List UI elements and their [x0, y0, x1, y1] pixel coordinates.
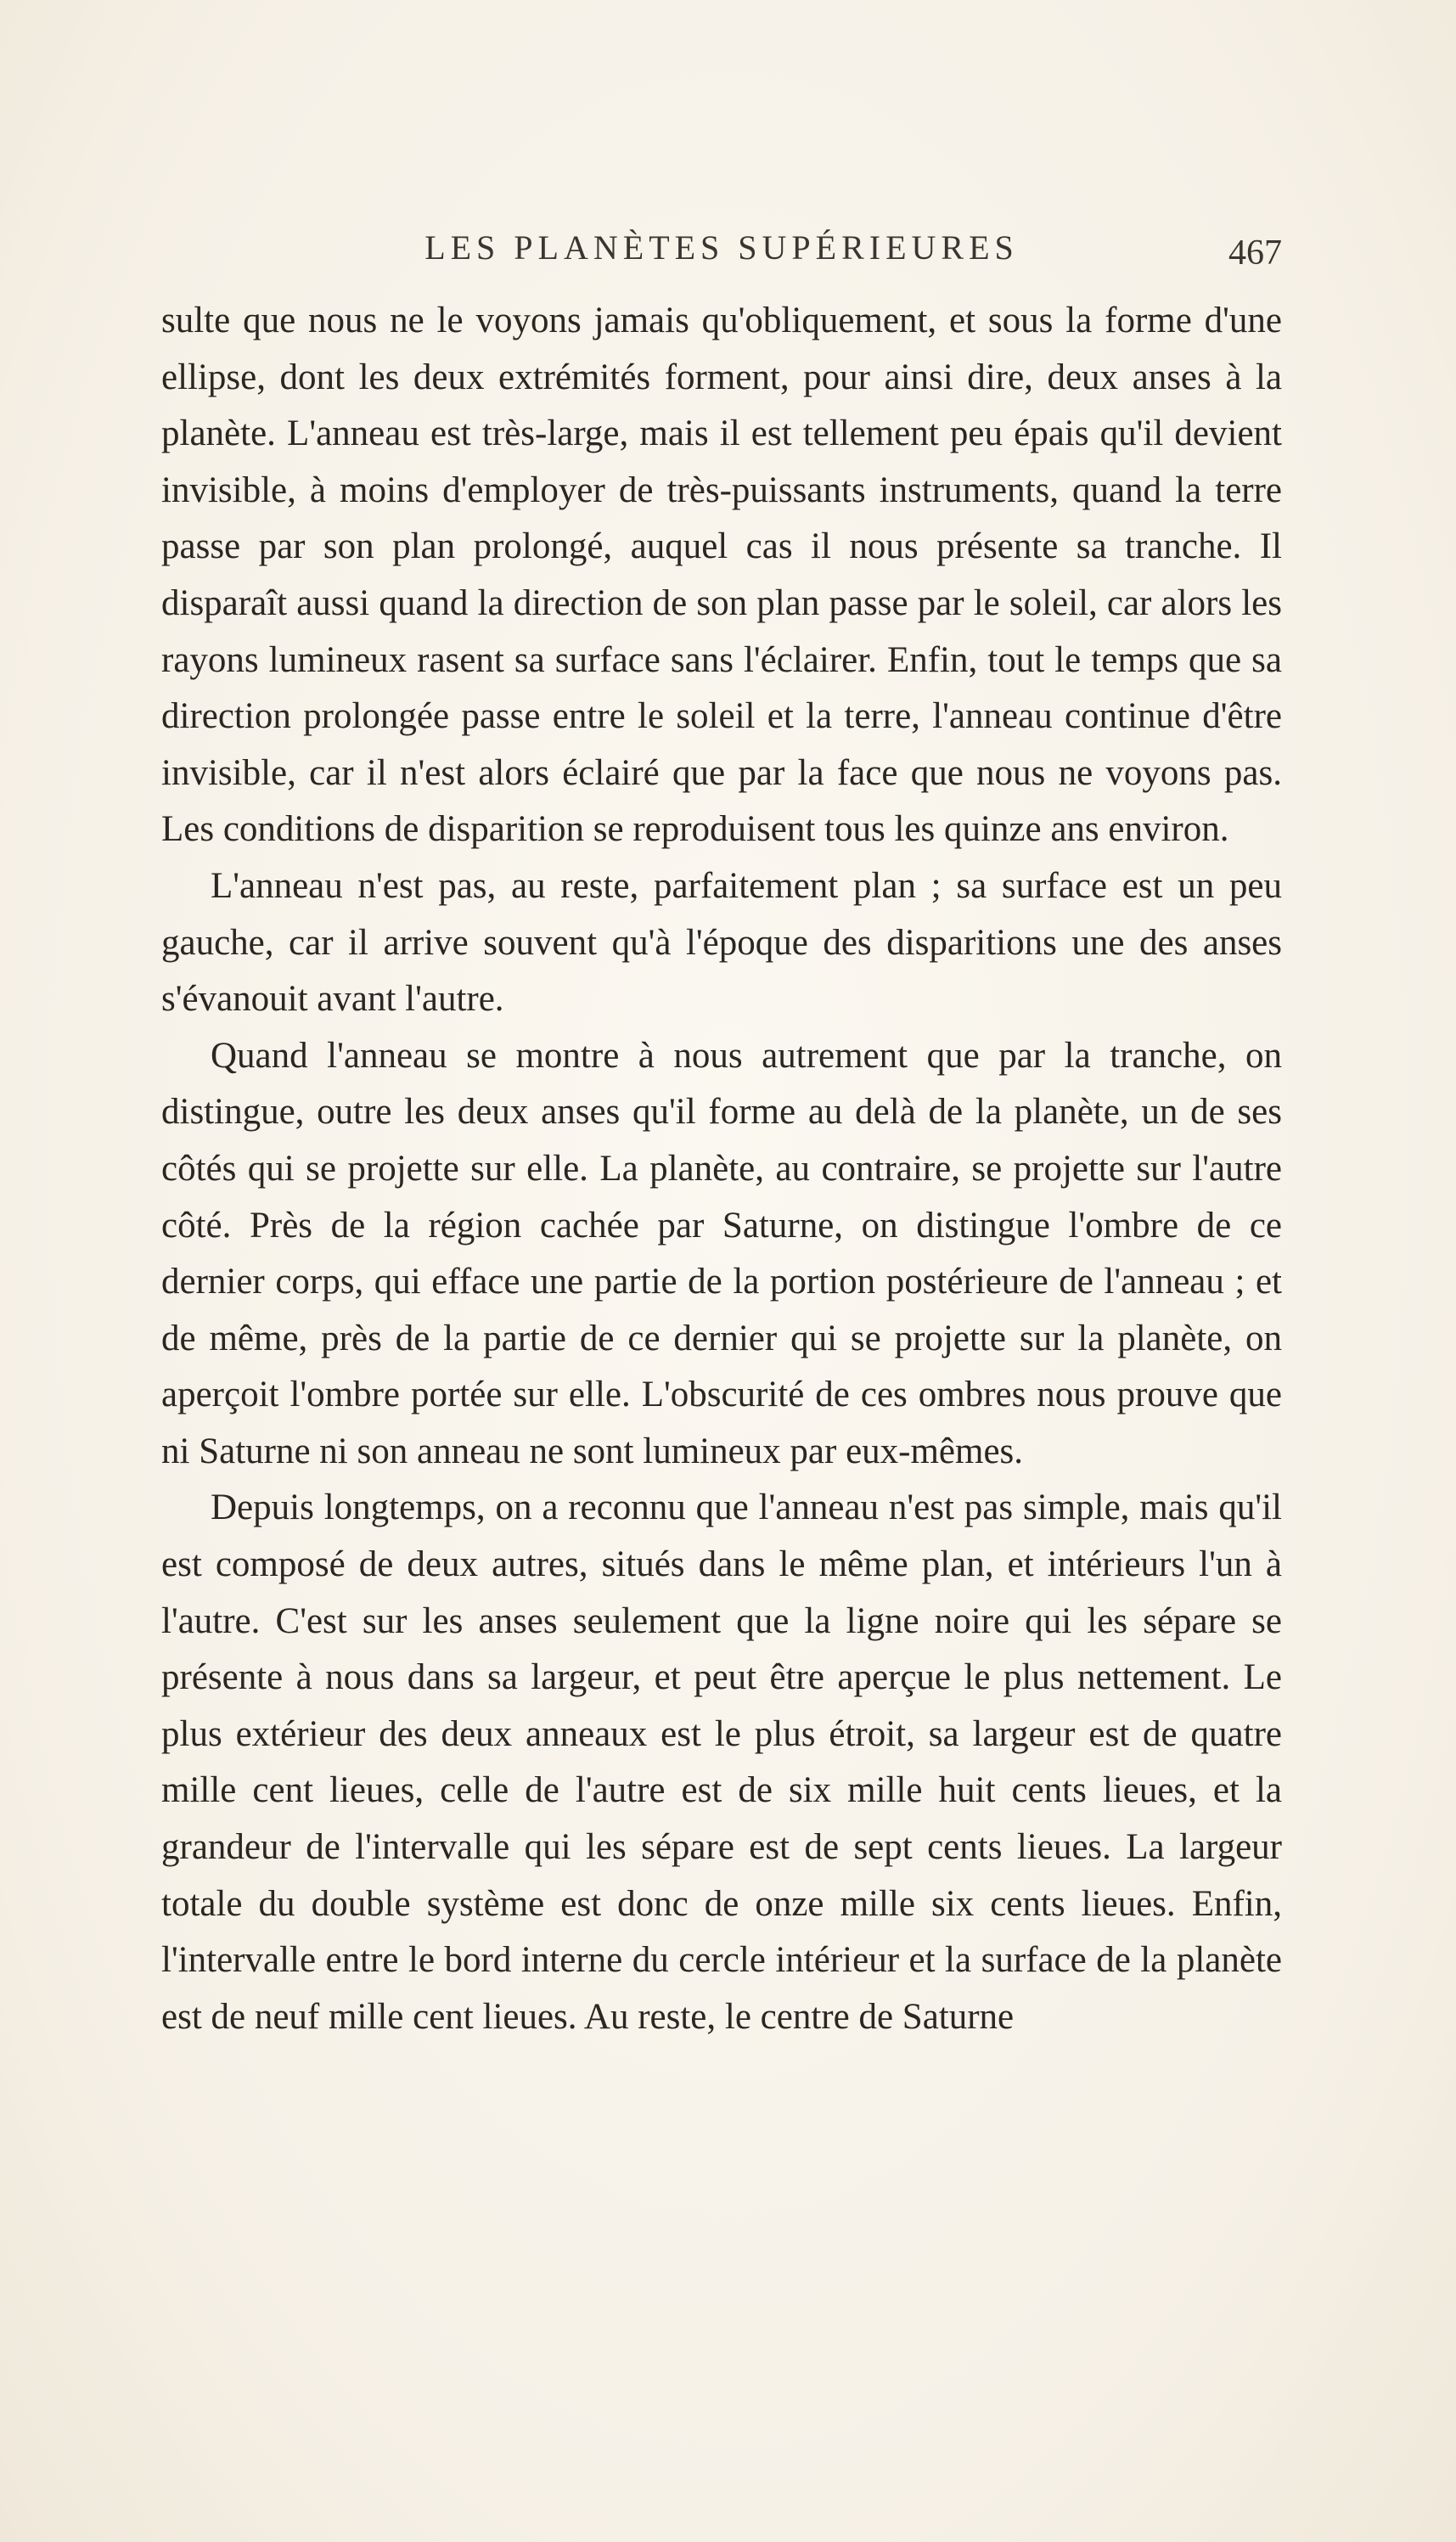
- paragraph: Quand l'anneau se montre à nous autrement que par la tranche, on distingue, outre les deux anses qu'il forme au delà de la planète, un de ses côtés qui se projette sur elle. La planète, au contraire, se projette sur l'autre côté. Près de la région cachée par Saturne, on distingue l'ombre de ce dernier corps, qui efface une partie de la portion postérieure de l'anneau ; et de même, près de la partie de ce dernier qui se projette sur la planète, on aperçoit l'ombre portée sur elle. L'obscurité de ces ombres nous prouve que ni Saturne ni son anneau ne sont lumineux par eux-mêmes.: [161, 1035, 1282, 1471]
- running-title: LES PLANÈTES SUPÉRIEURES: [424, 228, 1019, 267]
- body-text: [161, 293, 1282, 2045]
- page-number: 467: [1228, 233, 1282, 273]
- paragraph: Depuis longtemps, on a reconnu que l'anneau n'est pas simple, mais qu'il est composé de deux autres, situés dans le même plan, et intérieurs l'un à l'autre. C'est sur les anses seulement que la ligne noire qui les sépare se présente à nous dans sa largeur, et peut être aperçue le plus nettement. Le plus extérieur des deux anneaux est le plus étroit, sa largeur est de quatre mille cent lieues, celle de l'autre est de six mille huit cents lieues, et la grandeur de l'intervalle qui les sépare est de sept cents lieues. La largeur totale du double système est donc de onze mille six cents lieues. Enfin, l'intervalle entre le bord interne du cercle intérieur et la surface de la planète est de neuf mille cent lieues. Au reste, le centre de Saturne: [161, 1488, 1282, 2037]
- paragraph: L'anneau n'est pas, au reste, parfaitement plan ; sa surface est un peu gauche, car il arrive souvent qu'à l'époque des disparitions une des anses s'évanouit avant l'autre.: [161, 865, 1282, 1020]
- paragraph-continued: sulte que nous ne le voyons jamais qu'obliquement, et sous la forme d'une ellipse, dont les deux extrémités forment, pour ainsi dire, deux anses à la planète. L'anneau est très-large, mais il est tellement peu épais qu'il devient invisible, à moins d'employer de très-puissants instruments, quand la terre passe par son plan prolongé, auquel cas il nous présente sa tranche. Il disparaît aussi quand la direction de son plan passe par le soleil, car alors les rayons lumineux rasent sa surface sans l'éclairer. Enfin, tout le temps que sa direction prolongée passe entre le soleil et la terre, l'anneau continue d'être invisible, car il n'est alors éclairé que par la face que nous ne voyons pas. Les conditions de disparition se reproduisent tous les quinze ans environ.: [161, 301, 1282, 850]
- running-head: [161, 228, 1282, 278]
